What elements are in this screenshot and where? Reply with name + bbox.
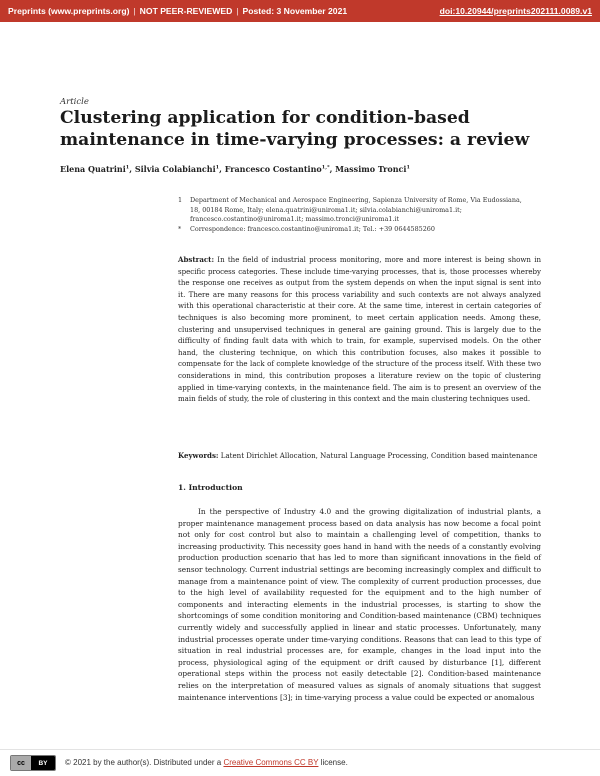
cc-by-badge[interactable] — [10, 755, 56, 771]
author-name: Massimo Tronci — [335, 164, 407, 174]
author-sup: 1 — [406, 164, 410, 171]
paper-title: Clustering application for condition-based maintenance in time-varying processes: a review — [60, 108, 530, 150]
correspondence-mark: * — [178, 224, 182, 233]
posted-date: Posted: 3 November 2021 — [242, 6, 348, 16]
affiliations — [178, 196, 530, 234]
keywords — [178, 450, 541, 462]
abstract-text: In the field of industrial process monitoring, more and more interest is being shown in specific process categories. These include time-varying processes, that is, those processes whereby the response one receives as output from the system depends on when the input signal is sent into it. There are many reasons for this process variability and such contexts are not always analyzed with this operational characteristic at their core. At the same time, interest in certain categories of techniques is also becoming more prominent, to meet certain application needs. Among these, clustering and unsupervised techniques in general are gaining ground. This is largely due to the difficulty of finding fault data with which to train, for example, supervised models. On the other hand, the clustering technique, on which this contribution focuses, also makes it possible to compensate for the lack of complete knowledge of the structure of the process itself. With these two considerations in mind, this contribution proposes a literature review on the topic of clustering applied in time-varying contexts, in the maintenance field. The aim is to present an overview of the main fields of study, the role of clustering in this context and the main clustering techniques used. — [178, 255, 541, 404]
author-name: Elena Quatrini — [60, 164, 126, 174]
author-name: Silvia Colabianchi — [134, 164, 216, 174]
keywords-text: Latent Dirichlet Allocation, Natural Language Processing, Condition based maintenance — [220, 451, 538, 460]
license-footer — [0, 749, 600, 776]
intro-paragraph: In the perspective of Industry 4.0 and the growing digitalization of industrial plants, a proper maintenance management process based on data analysis has now become a focal point not only for cost control but also to maintain a challenging level of competition, thanks to increasing productivity. This necessity goes hand in hand with the needs of a constantly evolving production production scenario that has led to more than significant innovations in the field of sensor technology. Current industrial settings are becoming increasingly complex and difficult to manage from a maintenance point of view. The complexity of current production processes, due to the high level of availability requested for the equipment and to the high number of components and interacting elements in the industrial processes, is starting to show the shortcomings of some condition monitoring and Condition-based maintenance (CBM) techniques currently widely and successfully applied in linear and static processes. Unfortunately, many industrial processes operate under time-varying conditions. Reasons that can lead to this type of situation in real industrial processes are, for example, changes in the load input into the process, physiological aging of the equipment or drift caused by disturbance [1], different operational steps within the process not easily detectable [2]. Condition-based maintenance relies on the interpretation of measured values as signals of anomaly situations that suggest maintenance interventions [3]; in time-varying process a value could be expected or anomalous — [178, 507, 541, 702]
author-sup: 1,* — [321, 164, 330, 171]
correspondence-row — [178, 225, 530, 235]
abstract-label: Abstract: — [178, 255, 215, 264]
author-name: Francesco Costantino — [224, 164, 322, 174]
abstract — [178, 254, 541, 405]
affiliation-row — [178, 196, 530, 225]
header-left: Preprints (www.preprints.org) | NOT PEER-REVIEWED | Posted: 3 November 2021 — [8, 6, 348, 16]
site-link[interactable]: Preprints (www.preprints.org) — [8, 6, 130, 16]
section-heading: 1. Introduction — [178, 483, 243, 492]
preprint-header-bar — [0, 0, 600, 22]
article-type: Article — [60, 97, 89, 107]
review-status: NOT PEER-REVIEWED — [139, 6, 233, 16]
keywords-label: Keywords: — [178, 451, 219, 460]
by-icon: BY — [31, 756, 55, 770]
license-text — [65, 758, 348, 767]
license-link[interactable]: Creative Commons CC BY — [223, 758, 319, 767]
author-sup: 1 — [125, 164, 130, 171]
license-prefix: © 2021 by the author(s). Distributed under a — [65, 758, 224, 767]
cc-icon: cc — [11, 756, 31, 770]
author-list: Elena Quatrini$^1$, Silvia Colabianchi$^1$, Francesco Costantino$^{1,*}$, Massimo Tronci$^1$ — [60, 164, 410, 174]
license-suffix: license. — [318, 758, 348, 767]
affiliation-mark: 1 — [178, 196, 183, 204]
author-sup: 1 — [215, 164, 220, 171]
doi-link[interactable]: doi:10.20944/preprints202111.0089.v1 — [439, 6, 592, 16]
correspondence-text: Correspondence: francesco.costantino@uniroma1.it; Tel.: +39 0644585260 — [190, 224, 435, 233]
affiliation-text: Department of Mechanical and Aerospace Engineering, Sapienza University of Rome, Via Eudossiana, 18, 00184 Rome, Italy; elena.quatrini@uniroma1.it; silvia.colabianchi@uniroma1.it; francesco.costantino@uniroma1.it; massimo.tronci@uniroma1.it — [190, 196, 522, 224]
